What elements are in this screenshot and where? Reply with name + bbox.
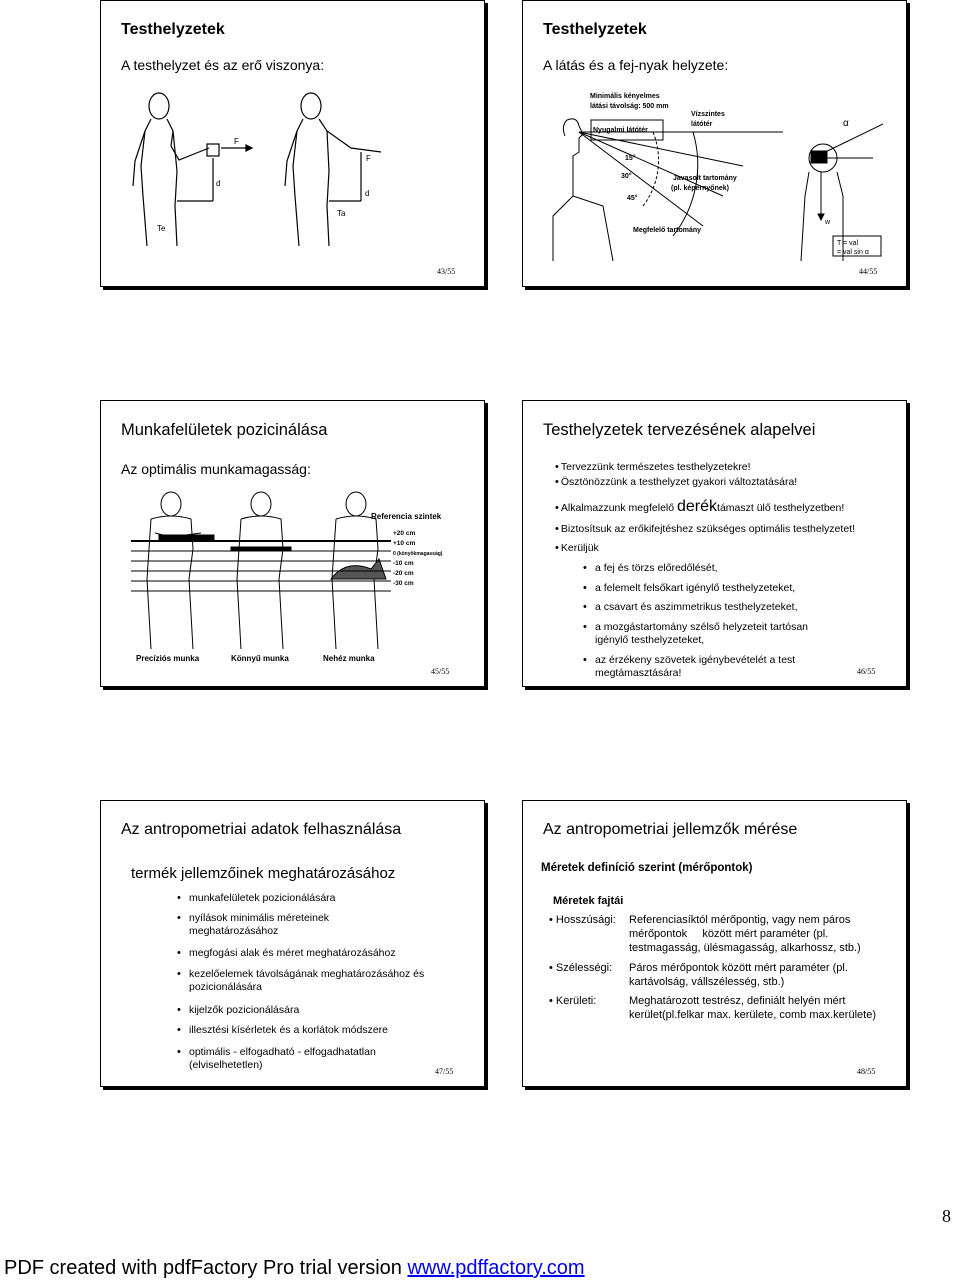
slide-title: Az antropometriai jellemzők mérése (543, 821, 798, 838)
list-item: • kezelőelemek távolságának meghatározásához és pozicionálására (189, 968, 449, 994)
page-indicator: 45/55 (431, 667, 450, 676)
slide-46 (522, 400, 907, 687)
measure-desc: Referenciasíktól mérőpontig, vagy nem páros (629, 914, 851, 926)
bullet-item: • Ösztönözzünk a testhelyzet gyakori változtatására! (555, 476, 798, 488)
footer-text: PDF created with pdfFactory Pro trial version (4, 1257, 408, 1279)
sub-item: • a mozgástartomány szélső helyzeteit tartósan igénylő testhelyzeteket, (595, 621, 835, 647)
fig-label: Vízszintes (691, 111, 725, 118)
ref-level: -20 cm (393, 570, 414, 577)
slide-subtitle: Az optimális munkamagasság: (121, 461, 311, 477)
slide-47 (100, 800, 485, 1087)
pdf-footer (4, 1257, 585, 1280)
work-height-figure (131, 489, 451, 669)
slide-title: Testhelyzetek tervezésének alapelvei (543, 421, 816, 439)
fig-label: látótér (691, 121, 713, 128)
slide-title: Testhelyzetek (543, 21, 647, 38)
measure-desc: mérőpontok között mért paraméter (pl. (629, 928, 829, 940)
fig-label: Minimális kényelmes (590, 93, 660, 100)
measure-type-label: • Hosszúsági: (549, 914, 616, 926)
measure-desc: Páros mérőpontok között mért paraméter (pl. (629, 962, 848, 974)
bullet-item: • Kerüljük (555, 542, 599, 554)
fig-label: (pl. képernyőnek) (671, 185, 729, 192)
measure-type-label: • Kerületi: (549, 995, 597, 1007)
torque-label: Te (157, 224, 166, 233)
measure-desc: kartávolság, vállszélesség, stb.) (629, 976, 785, 988)
distance-label: d (216, 179, 221, 188)
measure-desc: kerület(pl.felkar max. kerülete, comb max.kerülete) (629, 1009, 876, 1021)
list-item: • kijelzők pozicionálására (189, 1004, 299, 1017)
measure-type-label: • Szélességi: (549, 962, 613, 974)
bullet-item: • Biztosítsuk az erőkifejtéshez szükséges optimális testhelyzetet! (555, 523, 855, 535)
torque-label-2: Ta (337, 209, 346, 218)
bullet-item: • Alkalmazzunk megfelelő deréktámaszt ülő testhelyzetben! (555, 498, 845, 515)
fig-label: = val sin α (837, 249, 869, 256)
sub-item: • az érzékeny szövetek igénybevételét a test megtámasztására! (595, 654, 835, 680)
fig-label: 45° (627, 195, 638, 202)
bullet-item: • Tervezzünk természetes testhelyzetekre! (555, 461, 751, 473)
page-indicator: 47/55 (435, 1067, 454, 1076)
measure-desc: testmagasság, ülésmagasság, alkarhossz, stb.) (629, 942, 861, 954)
work-type-label: Nehéz munka (323, 654, 375, 663)
slide-heading: termék jellemzőinek meghatározásához (131, 865, 396, 882)
list-item: • megfogási alak és méret meghatározásához (189, 947, 396, 960)
slide-subtitle: A látás és a fej-nyak helyzete: (543, 57, 729, 73)
footer-link[interactable]: www.pdffactory.com (407, 1257, 585, 1279)
fig-label: 15° (625, 155, 636, 162)
page-indicator: 43/55 (437, 267, 456, 276)
force-label: F (234, 137, 239, 146)
ref-level: +20 cm (393, 530, 416, 537)
list-item: • illesztési kísérletek és a korlátok módszere (189, 1024, 388, 1037)
fig-label: Megfelelő tartomány (633, 227, 702, 234)
ref-levels-title: Referencia szintek (371, 512, 442, 521)
measure-desc: Meghatározott testrész, definiált helyén mért (629, 995, 846, 1007)
ref-level: +10 cm (393, 540, 416, 547)
viewing-angle-figure (543, 86, 883, 266)
fig-label: w (825, 219, 831, 226)
work-type-label: Könnyű munka (231, 654, 289, 663)
slide-title: Testhelyzetek (121, 21, 225, 38)
posture-force-figure (121, 86, 381, 246)
slide-48 (522, 800, 907, 1087)
kinds-label: Méretek fajtái (553, 895, 624, 907)
page-indicator: 44/55 (859, 267, 878, 276)
slide-45 (100, 400, 485, 687)
list-item: • munkafelületek pozicionálására (189, 892, 336, 905)
sub-item: • a felemelt felsőkart igénylő testhelyzeteket, (595, 582, 795, 595)
slide-43 (100, 0, 485, 287)
page-indicator: 46/55 (857, 667, 876, 676)
ref-level: -10 cm (393, 560, 414, 567)
distance-label-2: d (365, 189, 370, 198)
list-item: • optimális - elfogadható - elfogadhatatlan (elviselhetetlen) (189, 1046, 409, 1072)
ref-level: 0 (könyökmagasság) (393, 551, 443, 557)
sub-item: • a fej és törzs előredőlését, (595, 562, 718, 575)
fig-label: T = val (837, 240, 859, 247)
fig-label: Javasolt tartomány (673, 175, 737, 182)
slide-heading: Méretek definíció szerint (mérőpontok) (541, 862, 753, 874)
page-number: 8 (942, 1206, 951, 1226)
fig-label: látási távolság: 500 mm (590, 103, 669, 110)
page-indicator: 48/55 (857, 1067, 876, 1076)
slide-subtitle: A testhelyzet és az erő viszonya: (121, 57, 325, 73)
sub-item: • a csavart és aszimmetrikus testhelyzeteket, (595, 601, 798, 614)
slide-title: Az antropometriai adatok felhasználása (121, 821, 402, 838)
force-label-2: F (366, 154, 371, 163)
work-type-label: Precíziós munka (136, 654, 200, 663)
fig-label: Nyugalmi látótér (593, 127, 648, 134)
slide-title: Munkafelületek pozicinálása (121, 421, 328, 439)
list-item: • nyílások minimális méreteinek meghatározásához (189, 912, 389, 938)
slide-44 (522, 0, 907, 287)
fig-label: α (843, 118, 849, 129)
fig-label: 30° (621, 173, 632, 180)
ref-level: -30 cm (393, 580, 414, 587)
